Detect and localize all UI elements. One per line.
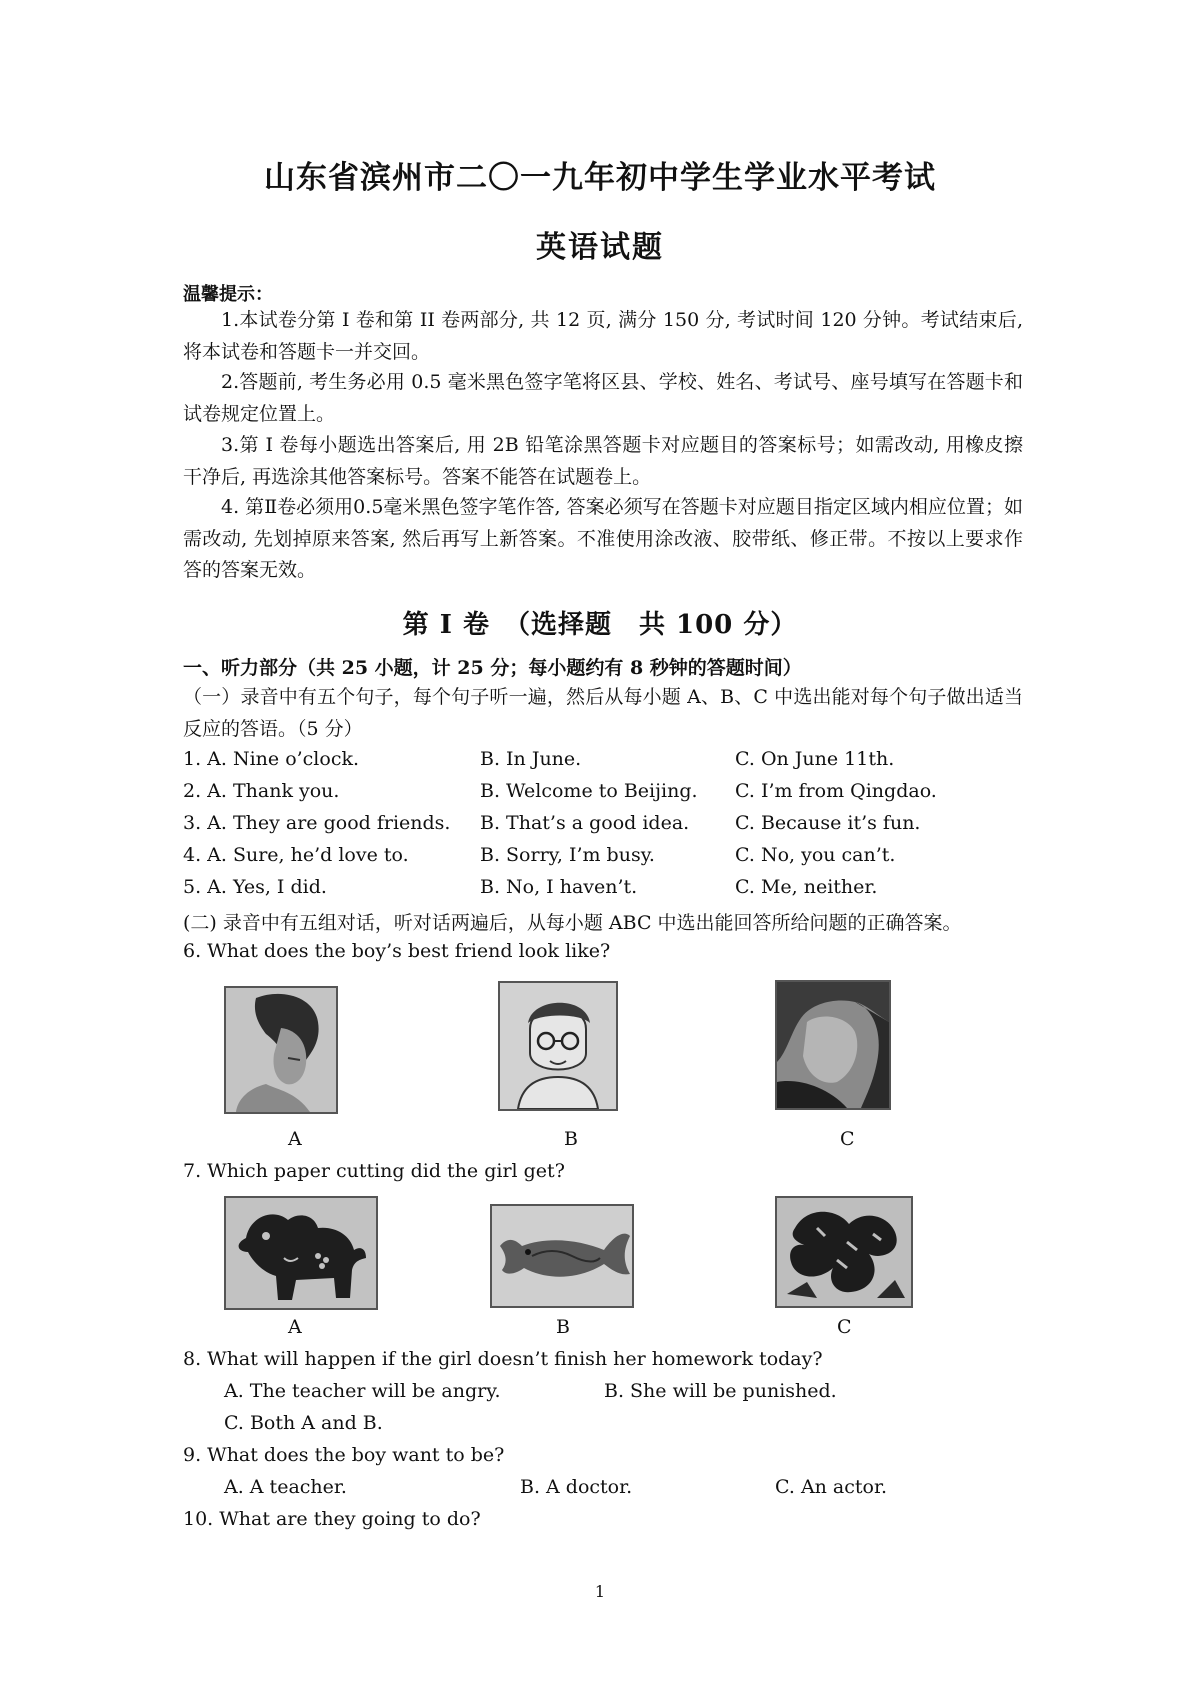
q7-picture-c xyxy=(775,1196,913,1308)
q6-label-c: C xyxy=(840,1128,855,1150)
tip-item-4: 4. 第Ⅱ卷必须用0.5毫米黑色签字笔作答, 答案必须写在答题卡对应题目指定区域内相应位置；如需改动, 先划掉原来答案, 然后再写上新答案。不准使用涂改液、胶带纸、修正带。不按以上要求作答的答案无效。 xyxy=(183,496,1023,581)
q7-label-a: A xyxy=(288,1316,302,1338)
q1-option-c: C. On June 11th. xyxy=(735,748,895,770)
tip-item-2: 2.答题前, 考生务必用 0.5 毫米黑色签字笔将区县、学校、姓名、考试号、座号填写在答题卡和试卷规定位置上。 xyxy=(183,371,1023,425)
page-number: 1 xyxy=(594,1582,606,1601)
listening-part-heading: 一、听力部分（共 25 小题，计 25 分；每小题约有 8 秒钟的答题时间） xyxy=(183,657,802,679)
q4-option-b: B. Sorry, I’m busy. xyxy=(480,844,655,866)
q1-option-a: 1. A. Nine o’clock. xyxy=(183,748,360,770)
sub1-instructions: （一）录音中有五个句子，每个句子听一遍，然后从每小题 A、B、C 中选出能对每个句子做出适当反应的答语。（5 分） xyxy=(183,686,1023,740)
q5-option-b: B. No, I haven’t. xyxy=(480,876,638,898)
q6-label-a: A xyxy=(288,1128,302,1150)
q6-label-b: B xyxy=(564,1128,578,1150)
q7-label-b: B xyxy=(556,1316,570,1338)
q9-option-a: A. A teacher. xyxy=(224,1476,347,1498)
q3-option-c: C. Because it’s fun. xyxy=(735,812,921,834)
q4-option-c: C. No, you can’t. xyxy=(735,844,896,866)
exam-title: 山东省滨州市二〇一九年初中学生学业水平考试 xyxy=(264,160,936,196)
q5-option-c: C. Me, neither. xyxy=(735,876,878,898)
q8-option-a: A. The teacher will be angry. xyxy=(224,1380,501,1402)
q8-option-c: C. Both A and B. xyxy=(224,1412,383,1434)
q10-stem: 10. What are they going to do? xyxy=(183,1508,481,1530)
q8-option-b: B. She will be punished. xyxy=(604,1380,837,1402)
q6-picture-a xyxy=(224,986,338,1114)
section-1-title: 第 I 卷 （选择题 共 100 分） xyxy=(402,610,798,640)
tip-item-3: 3.第 I 卷每小题选出答案后, 用 2B 铅笔涂黑答题卡对应题目的答案标号；如需改动, 用橡皮擦干净后, 再选涂其他答案标号。答案不能答在试题卷上。 xyxy=(183,434,1023,488)
q2-option-a: 2. A. Thank you. xyxy=(183,780,340,802)
q2-option-c: C. I’m from Qingdao. xyxy=(735,780,937,802)
q2-option-b: B. Welcome to Beijing. xyxy=(480,780,698,802)
q6-picture-b xyxy=(498,981,618,1111)
q8-stem: 8. What will happen if the girl doesn’t finish her homework today? xyxy=(183,1348,823,1370)
q9-option-b: B. A doctor. xyxy=(520,1476,633,1498)
tips-heading: 温馨提示： xyxy=(183,284,273,305)
q6-picture-c xyxy=(775,980,891,1110)
exam-subtitle: 英语试题 xyxy=(536,230,664,265)
q9-option-c: C. An actor. xyxy=(775,1476,888,1498)
q3-option-b: B. That’s a good idea. xyxy=(480,812,690,834)
q7-picture-b xyxy=(490,1204,634,1308)
q7-stem: 7. Which paper cutting did the girl get? xyxy=(183,1160,565,1182)
q5-option-a: 5. A. Yes, I did. xyxy=(183,876,327,898)
q1-option-b: B. In June. xyxy=(480,748,582,770)
q9-stem: 9. What does the boy want to be? xyxy=(183,1444,505,1466)
q7-label-c: C xyxy=(837,1316,852,1338)
tip-item-1: 1.本试卷分第 I 卷和第 II 卷两部分, 共 12 页, 满分 150 分, 考试时间 120 分钟。考试结束后, 将本试卷和答题卡一并交回。 xyxy=(183,309,1023,363)
sub2-instructions: (二) 录音中有五组对话，听对话两遍后，从每小题 ABC 中选出能回答所给问题的正确答案。 xyxy=(183,912,962,934)
q4-option-a: 4. A. Sure, he’d love to. xyxy=(183,844,409,866)
q3-option-a: 3. A. They are good friends. xyxy=(183,812,451,834)
q7-picture-a xyxy=(224,1196,378,1310)
q6-stem: 6. What does the boy’s best friend look like? xyxy=(183,940,611,962)
